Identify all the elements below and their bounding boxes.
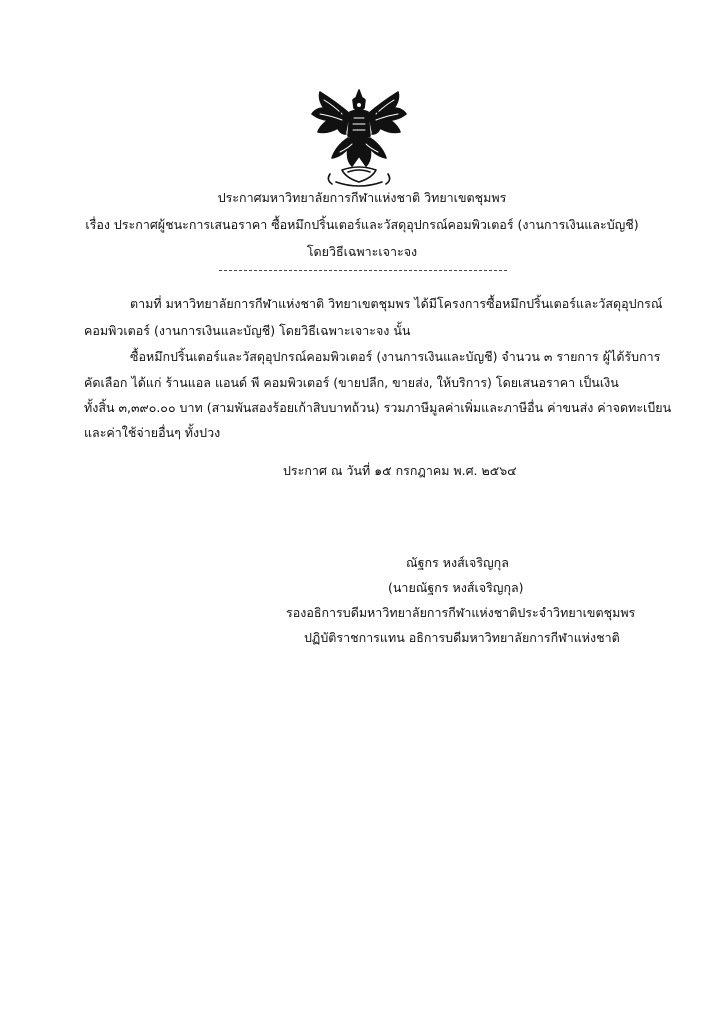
paragraph-2-line-4: และค่าใช้จ่ายอื่นๆ ทั้งปวง — [84, 425, 221, 440]
paragraph-2-line-2: คัดเลือก ได้แก่ ร้านแอล แอนด์ พี คอมพิวเตอร์ (ขายปลีก, ขายส่ง, ให้บริการ) โดยเสนอราคา เป็นเงิน — [84, 375, 619, 390]
signature-name: ณัฐกร หงส์เจริญกุล — [406, 555, 509, 570]
paragraph-2-line-1: ซื้อหมึกปริ้นเตอร์และวัสดุอุปกรณ์คอมพิวเตอร์ (งานการเงินและบัญชี) จำนวน ๓ รายการ ผู้ได้รับการ — [130, 349, 661, 364]
title-divider — [219, 270, 507, 271]
paragraph-1-line-1: ตามที่ มหาวิทยาลัยการกีฬาแห่งชาติ วิทยาเขตชุมพร ได้มีโครงการซื้อหมึกปริ้นเตอร์และวัสดุอุปกรณ์ — [130, 296, 663, 311]
garuda-emblem-icon — [306, 86, 412, 190]
signatory-printed-name: (นายณัฐกร หงส์เจริญกุล) — [388, 580, 524, 595]
signatory-position: รองอธิการบดีมหาวิทยาลัยการกีฬาแห่งชาติประจำวิทยาเขตชุมพร — [286, 605, 636, 620]
signatory-acting-for: ปฏิบัติราชการแทน อธิการบดีมหาวิทยาลัยการกีฬาแห่งชาติ — [304, 630, 620, 645]
announcement-date: ประกาศ ณ วันที่ ๑๕ กรกฎาคม พ.ศ. ๒๕๖๔ — [283, 463, 517, 478]
paragraph-1-line-2: คอมพิวเตอร์ (งานการเงินและบัญชี) โดยวิธีเฉพาะเจาะจง นั้น — [84, 323, 411, 338]
paragraph-2-line-3: ทั้งสิ้น ๓,๓๙๐.๐๐ บาท (สามพันสองร้อยเก้าสิบบาทถ้วน) รวมภาษีมูลค่าเพิ่มและภาษีอื่น ค่าขนส่ง ค่าจดทะเบียน — [84, 400, 672, 415]
procurement-method: โดยวิธีเฉพาะเจาะจง — [306, 244, 418, 259]
announcement-title: ประกาศมหาวิทยาลัยการกีฬาแห่งชาติ วิทยาเขตชุมพร — [217, 190, 507, 205]
announcement-subject: เรื่อง ประกาศผู้ชนะการเสนอราคา ซื้อหมึกปริ้นเตอร์และวัสดุอุปกรณ์คอมพิวเตอร์ (งานการเงินและบัญชี) — [85, 217, 639, 232]
